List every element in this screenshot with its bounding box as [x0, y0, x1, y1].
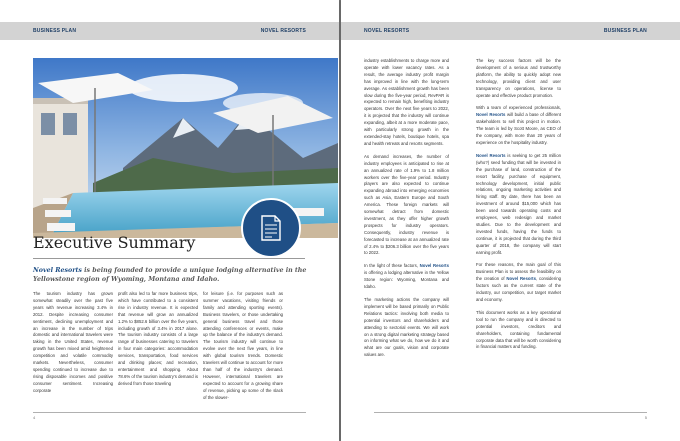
header-left-label: BUSINESS PLAN: [33, 28, 77, 34]
lead-company: Novel Resorts: [33, 267, 82, 274]
body-column-1: The tourism industry has grown somewhat steadily over the past five years with revenue increasing 3.4% in 2012. Despite increasing consumer sentiment, declining unemployment and an increase in the number of trips domestic and international travelers were taking in the United States, revenue growth has been mixed amid heightened competition and volatile commodity markets. Nevertheless, consumer spending continued to increase due to rising disposable incomes and positive consumer sentiment. Increasing corporate: [33, 291, 113, 393]
page-header: [341, 22, 680, 40]
footer-divider: [33, 412, 306, 413]
lead-text: is being founded to provide a unique lodging alternative in the Yellowstone region of Wyoming, Montana and Idaho.: [33, 267, 307, 283]
body-column-2: profit also led to far more business trips, which have contributed to a consistent rise in industry revenue. It is expected that revenue will grow an annualized 1.2% to $852.6 billion over the five years, including growth of 3.4% in 2017 alone. The tourism industry consists of a large range of businesses catering to travelers in four main categories: accommodation services, transportation, food services and drinking places; and recreation, entertainment and shopping. About 78.6% of the tourism industry's demand is derived from those traveling: [118, 291, 198, 386]
page-header: [0, 22, 339, 40]
page-number: 5: [644, 415, 647, 420]
header-right-label: NOVEL RESORTS: [260, 28, 306, 34]
title-divider: [33, 258, 305, 259]
lead-paragraph: [33, 266, 313, 284]
document-icon: [260, 215, 282, 241]
header-right-label: BUSINESS PLAN: [603, 28, 647, 34]
right-page: [341, 0, 680, 441]
body-column-2: industry establishments to charge more and operate with lower vacancy rates. As a result, the average industry profit margin has improved in line with the long-term average. As establishment growth has been slow during the five-year period, RevPAR is expected to remain high, benefiting industry operators. Over the next five years to 2022, it is projected that the industry will continue expanding, albeit at a more moderate pace, with particularly strong growth in the extended-stay hotels, boutique hotels, spa and health retreats and resorts segments. As demand increases, the number of industry employees is anticipated to rise at an annualized rate of 1.9% to 1.8 million workers over the five-year period. Industry players are also expected to continue expanding abroad into emerging economies such as Asia, Eastern Europe and South America. These foreign markets will somewhat detract from domestic investment, as they offer higher growth prospects for industry operators. Consequently, industry revenue is forecasted to increase at an annualized rate of 2.4% to $206.3 billion over the five years to 2022. In the light of these factors, Novel Resorts is offering a lodging alternative in the Yellow Stone region: Wyoming, Montana and Idaho. The marketing actions the company will implement will be based primarily on Public Relations tactics: involving both media to potential investors and shareholders and attending to sectorial events. We will work on a strong digital marketing strategy based on informing what we do, how we do it and what are our goals, vision and corporate values are.: [364, 58, 449, 358]
header-left-label: NOVEL RESORTS: [364, 28, 410, 34]
body-column-3: for leisure (i.e. for purposes such as summer vacations, visiting friends or family and attending sporting events). Business travelers, or those undertaking general business travel and those attending conferences or events, make up the balance of the industry's demand. The tourism industry will continue to evolve over the next five years, in line with global tourism trends. Domestic travelers will continue to account for more than half of the industry's demand. However, international travelers are expected to account for a growing share of revenue, picking up some of the slack of the slower-: [203, 291, 283, 400]
page-number: 4: [33, 415, 36, 420]
document-emblem: [241, 198, 301, 258]
left-page: [0, 0, 339, 441]
body-column-3: The key success factors will be the development of a serious and trustworthy platform, the ability to quickly adopt new technology, providing client and user transparency on operations, license to operate and effective product promotion. With a team of experienced professionals, Novel Resorts will build a base of different stakeholders to sell this project in motion. The team is led by Scott Moore, as CEO of the company, with more than 20 years of experience on the hospitality industry. Novel Resorts is seeking to get 25 million (who?) seed funding that will be invested in the purchase of land, construction of the resort facility, purchase of equipment, technology development, initial public relations, ongoing marketing activities and hiring staff. By date, there has been an investment of around $15,000 which has been used towards operating costs and employees, web redesign and market studies. Due to the development and invested funds, having the funds to continue, it is projected that during the third quarter of 2018, the company will start earning profit. For these reasons, the main goal of this Business Plan is to assess the feasibility on the creation of Novel Resorts, considering factors such as the current state of the industry, our competition, our target market and economy. This document works as a key operational tool to run the company and is directed to potential investors, creditors and shareholders, containing fundamental corporate data that will be worth considering in financial matters and funding.: [476, 58, 561, 350]
page-title: Executive Summary: [33, 233, 196, 252]
footer-divider: [374, 412, 647, 413]
